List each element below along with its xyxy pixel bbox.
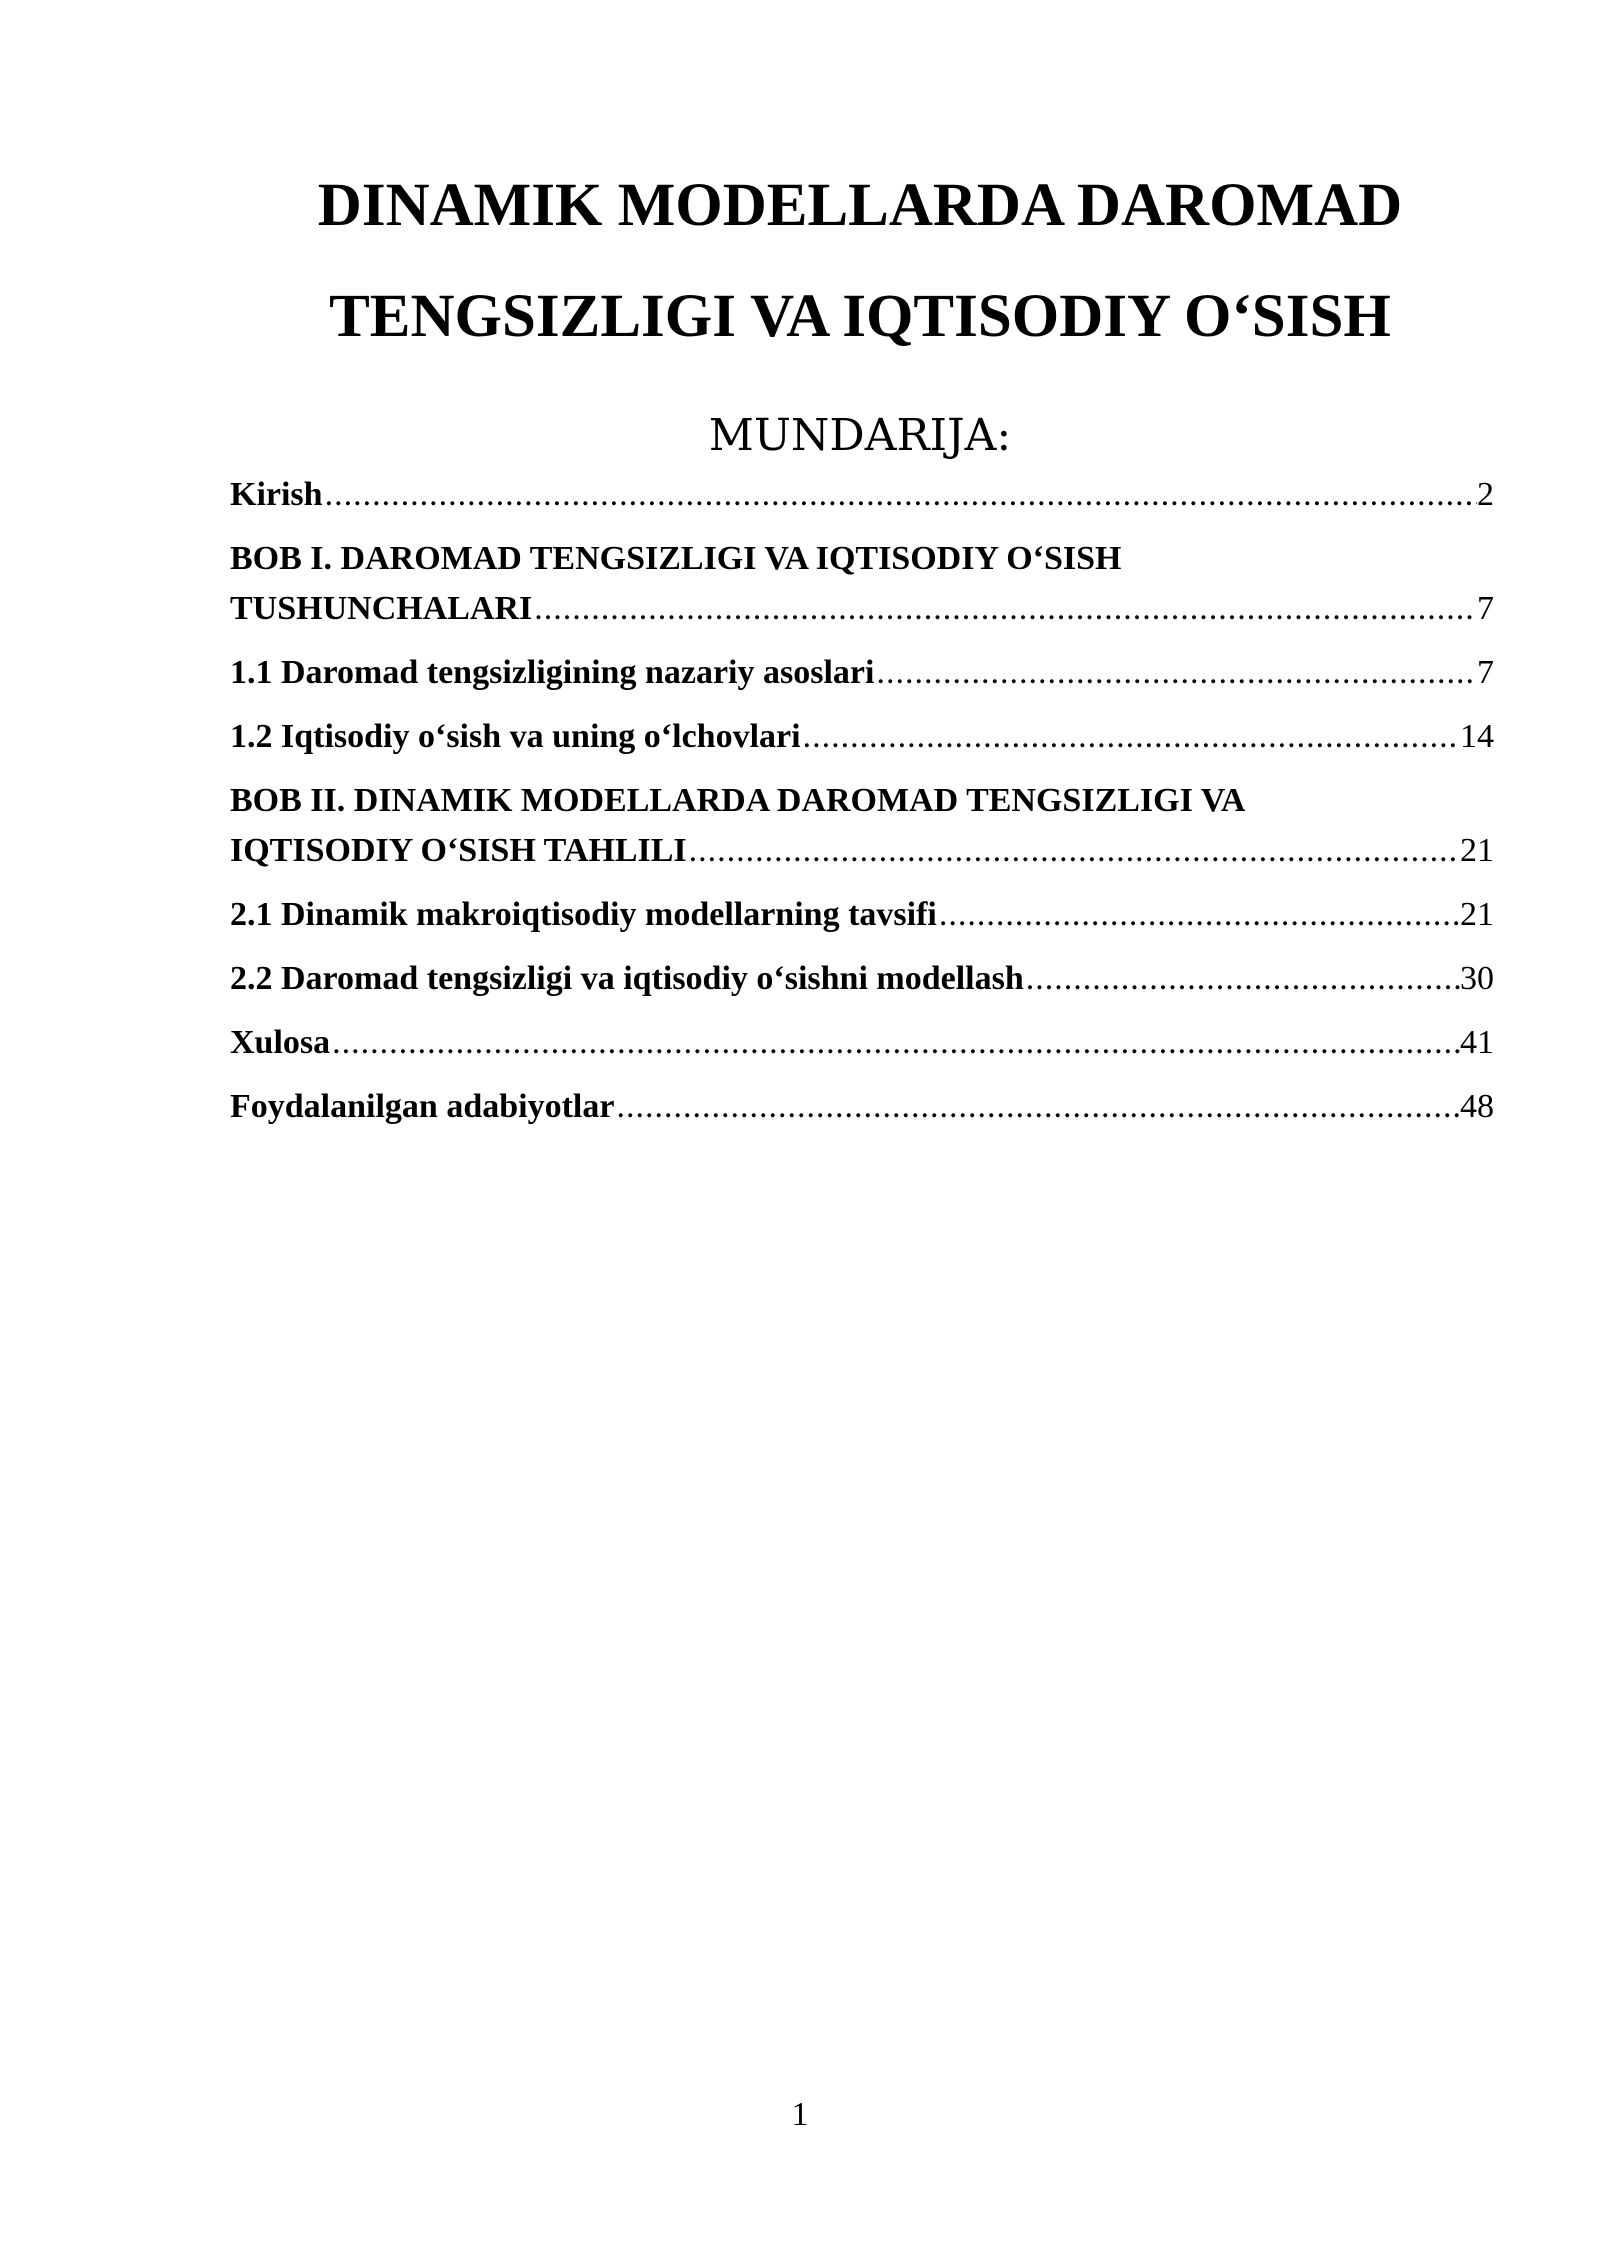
toc-entry[interactable] <box>230 1018 1494 1068</box>
toc-leader-dots <box>937 890 1460 940</box>
title-line-2: TENGSIZLIGI VA IQTISODIY O‘SISH <box>329 283 1391 350</box>
toc-entry[interactable] <box>230 1082 1494 1132</box>
toc-leader-dots <box>614 1082 1460 1132</box>
toc-entry-label: Foydalanilgan adabiyotlar <box>230 1088 615 1125</box>
toc-entry-page: 48 <box>1460 1088 1494 1125</box>
page-number: 1 <box>791 2096 809 2133</box>
toc-entry-page: 2 <box>1477 476 1494 513</box>
toc-entry-lead: BOB I. DAROMAD TENGSIZLIGI VA IQTISODIY O‘SISH <box>230 540 1122 577</box>
toc-entry-lead: BOB II. DINAMIK MODELLARDA DAROMAD TENGSIZLIGI VA <box>230 782 1246 819</box>
toc-entry-label: TUSHUNCHALARI <box>230 590 533 627</box>
toc-entry-label: 2.1 Dinamik makroiqtisodiy modellarning tavsifi <box>230 896 937 933</box>
toc-entry[interactable] <box>230 954 1494 1004</box>
toc-leader-dots <box>874 648 1477 698</box>
title-line-1: DINAMIK MODELLARDA DAROMAD <box>317 172 1403 239</box>
toc-entry[interactable] <box>230 890 1494 940</box>
toc-entry[interactable] <box>230 648 1494 698</box>
toc-entry-label: 1.1 Daromad tengsizligining nazariy asoslari <box>230 654 875 691</box>
toc-entry-page: 21 <box>1460 832 1494 869</box>
toc-leader-dots <box>532 584 1477 634</box>
toc-heading: MUNDARIJA: <box>708 410 1012 461</box>
toc-entry-page: 14 <box>1460 718 1494 755</box>
table-of-contents <box>230 470 1494 1146</box>
toc-entry-page: 7 <box>1477 590 1494 627</box>
toc-entry-page: 21 <box>1460 896 1494 933</box>
toc-leader-dots <box>330 1018 1460 1068</box>
toc-entry-label: 1.2 Iqtisodiy o‘sish va uning o‘lchovlari <box>230 718 801 755</box>
document-title <box>230 150 1490 372</box>
toc-entry-label: Xulosa <box>230 1024 331 1061</box>
toc-leader-dots <box>323 470 1477 520</box>
toc-entry-page: 30 <box>1460 960 1494 997</box>
toc-entry-label: 2.2 Daromad tengsizligi va iqtisodiy o‘sishni modellash <box>230 960 1024 997</box>
toc-entry[interactable] <box>230 712 1494 762</box>
toc-entry[interactable] <box>230 534 1494 634</box>
toc-entry-page: 41 <box>1460 1024 1494 1061</box>
toc-entry[interactable] <box>230 470 1494 520</box>
toc-entry-label: Kirish <box>230 476 323 513</box>
toc-leader-dots <box>1024 954 1460 1004</box>
toc-leader-dots <box>687 826 1460 876</box>
toc-entry-page: 7 <box>1477 654 1494 691</box>
toc-leader-dots <box>801 712 1460 762</box>
toc-entry[interactable] <box>230 776 1494 876</box>
toc-entry-label: IQTISODIY O‘SISH TAHLILI <box>230 832 687 869</box>
